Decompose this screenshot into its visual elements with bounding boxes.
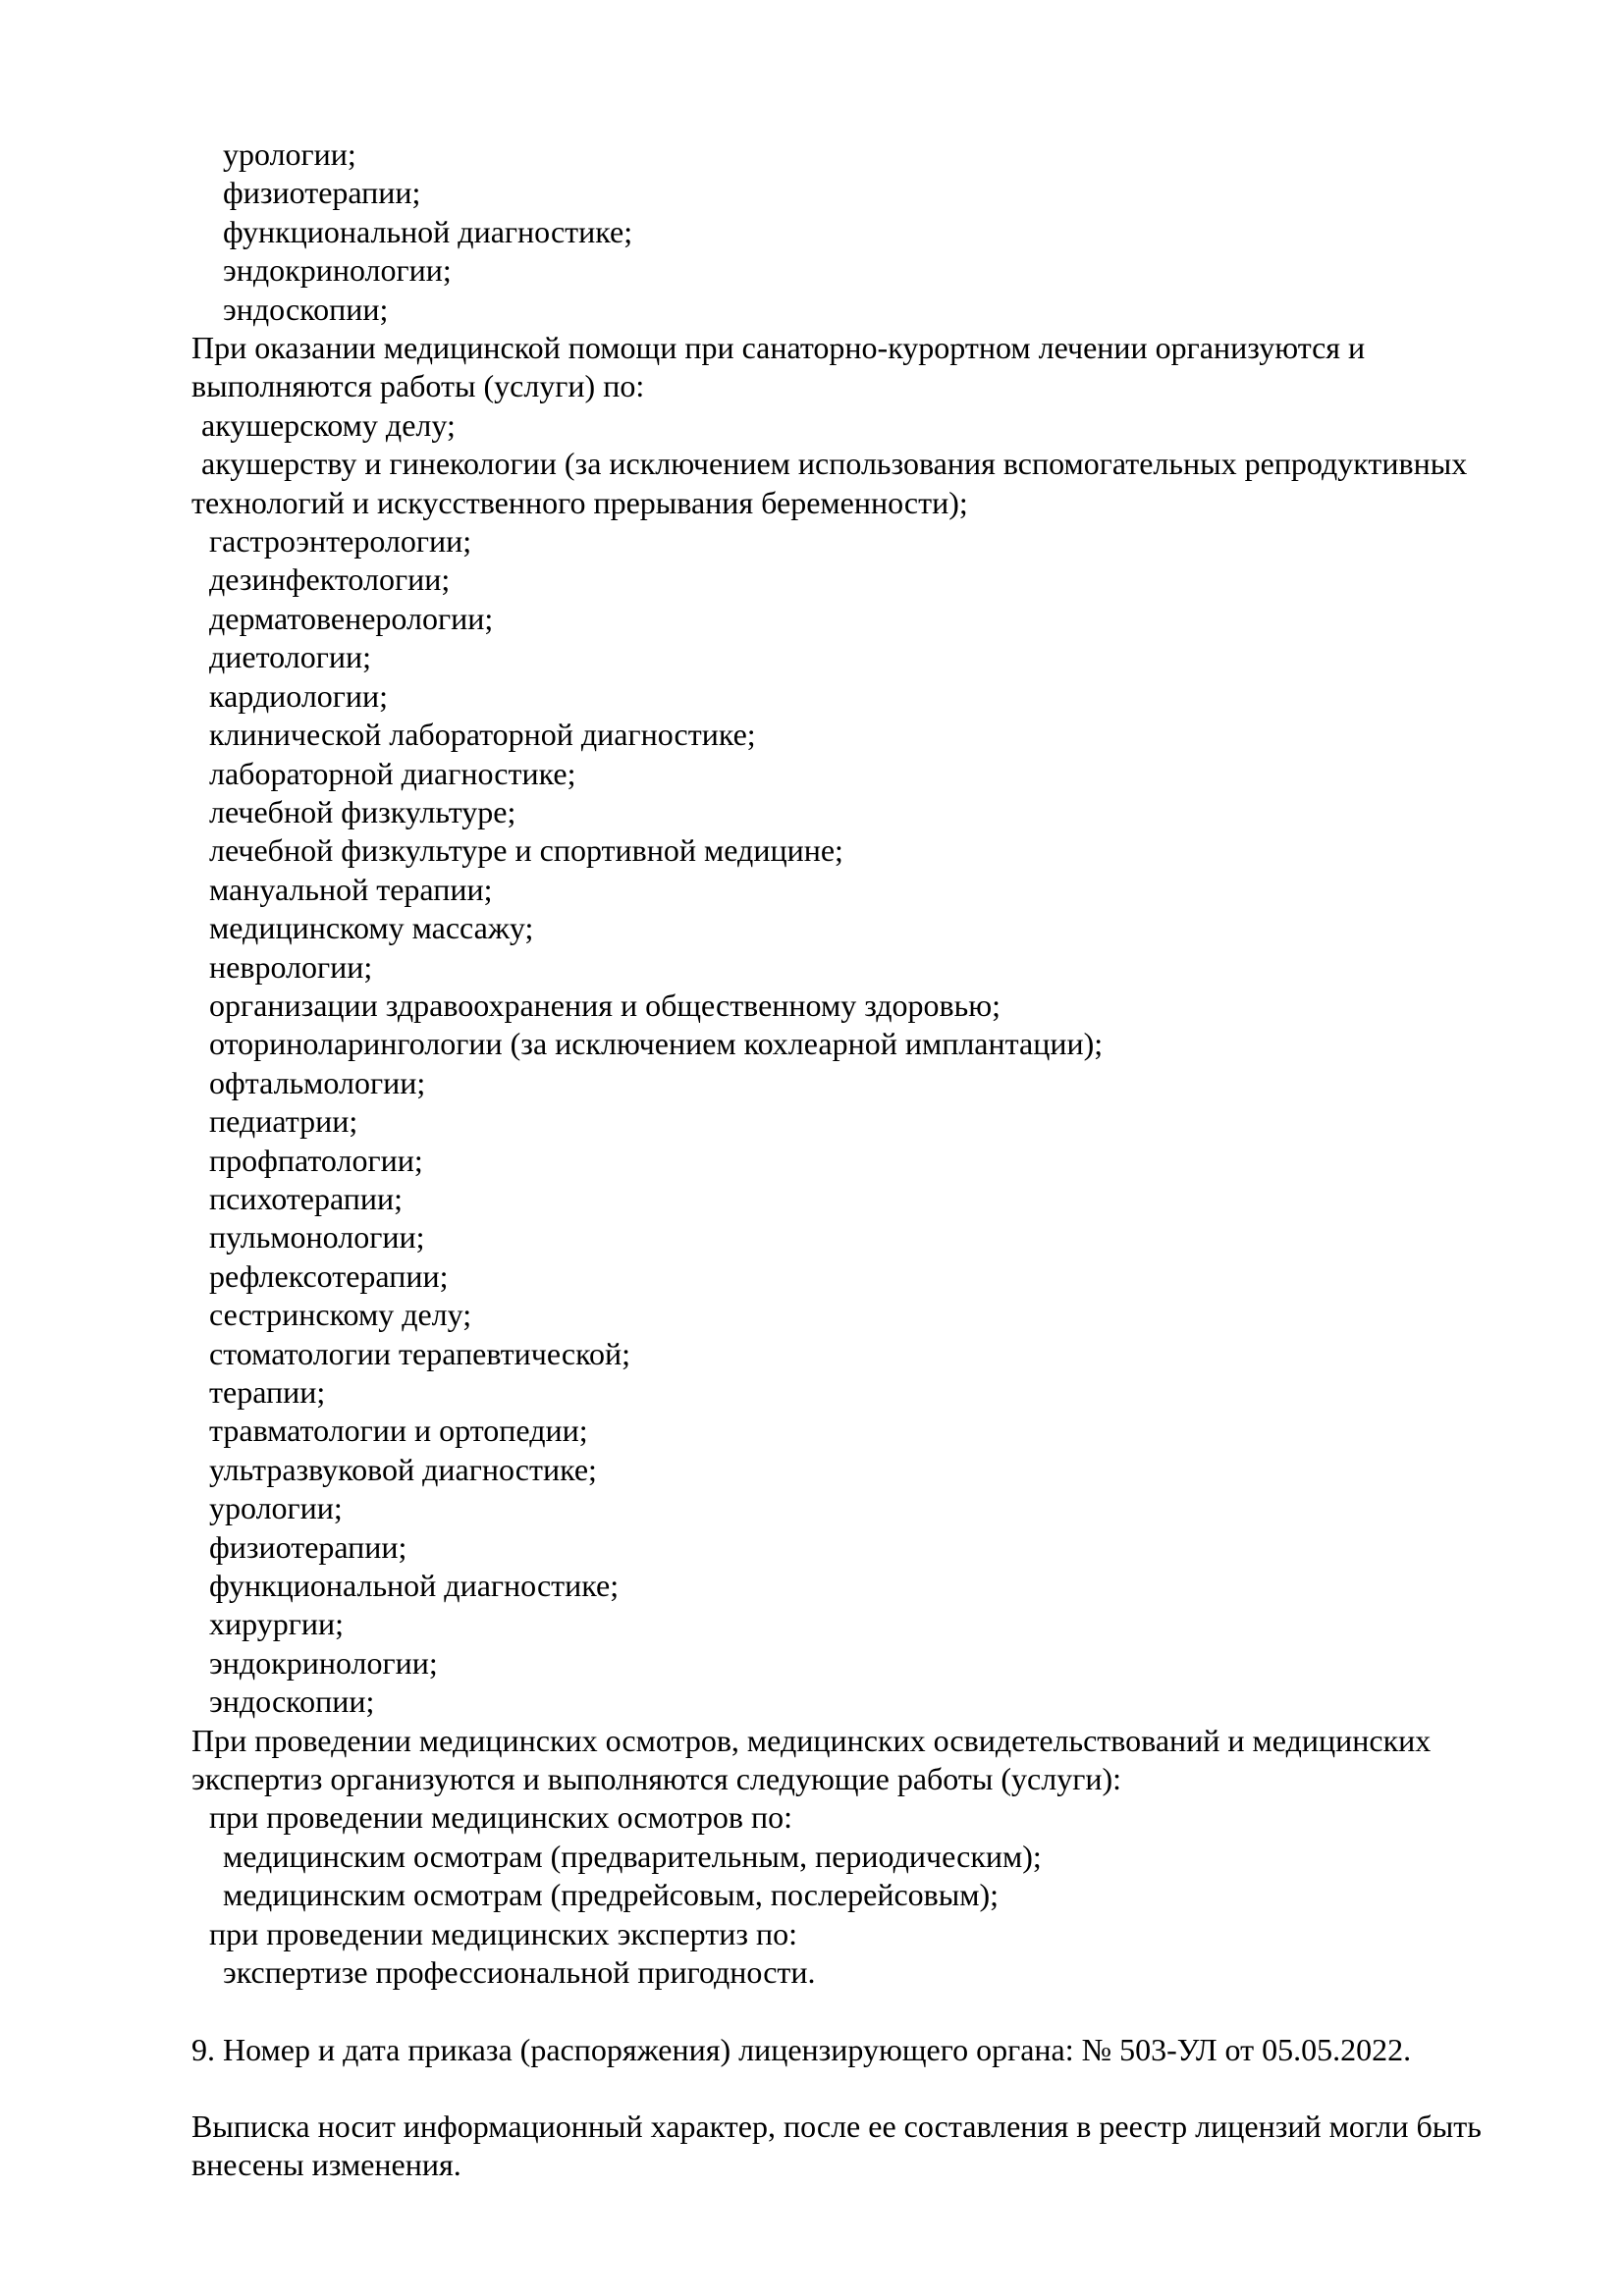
list-item: лечебной физкультуре и спортивной медицине; bbox=[209, 832, 843, 869]
list-item: пульмонологии; bbox=[209, 1219, 425, 1255]
list-a-tail bbox=[191, 135, 1537, 329]
section-exams bbox=[191, 1722, 1537, 1993]
list-item: психотерапии; bbox=[209, 1180, 404, 1216]
list-item: эндоскопии; bbox=[223, 291, 389, 327]
list-item: физиотерапии; bbox=[223, 175, 421, 211]
list-item: хирургии; bbox=[209, 1606, 344, 1642]
list-item: профпатологии; bbox=[209, 1142, 423, 1178]
list-item: экспертизе профессиональной пригодности. bbox=[223, 1954, 816, 1991]
list-item: урологии; bbox=[223, 136, 356, 172]
group-title: при проведении медицинских осмотров по: bbox=[209, 1799, 792, 1836]
order-line: 9. Номер и дата приказа (распоряжения) лицензирующего органа: № 503-УЛ от 05.05.2022. bbox=[191, 2031, 1412, 2067]
list-item: гастроэнтерологии; bbox=[209, 523, 472, 560]
list-item: диетологии; bbox=[209, 639, 371, 675]
list-item: терапии; bbox=[209, 1374, 326, 1410]
list-item: офтальмологии; bbox=[209, 1064, 426, 1100]
list-item: эндоскопии; bbox=[209, 1683, 375, 1720]
sanatorium-list bbox=[191, 522, 1537, 1722]
list-item: травматологии и ортопедии; bbox=[209, 1413, 588, 1449]
group-title: при проведении медицинских экспертиз по: bbox=[209, 1915, 797, 1951]
list-item: неврологии; bbox=[209, 948, 373, 985]
list-item: лабораторной диагностике; bbox=[209, 755, 576, 791]
list-item: сестринскому делу; bbox=[209, 1297, 472, 1333]
list-item: дезинфектологии; bbox=[209, 561, 451, 598]
document-body bbox=[191, 135, 1537, 2185]
list-item: лечебной физкультуре; bbox=[209, 793, 516, 829]
list-item: организации здравоохранения и общественному здоровью; bbox=[209, 987, 1001, 1023]
list-item: дерматовенерологии; bbox=[209, 600, 494, 636]
list-item: медицинским осмотрам (предварительным, периодическим); bbox=[223, 1838, 1042, 1874]
list-item: стоматологии терапевтической; bbox=[209, 1335, 630, 1371]
section-sanatorium bbox=[191, 329, 1537, 1722]
list-item: физиотерапии; bbox=[209, 1528, 407, 1565]
list-item: урологии; bbox=[209, 1490, 343, 1526]
list-item: функциональной диагностике; bbox=[223, 213, 633, 249]
list-item: клинической лабораторной диагностике; bbox=[209, 717, 756, 753]
list-item: рефлексотерапии; bbox=[209, 1257, 449, 1294]
list-item: педиатрии; bbox=[209, 1103, 358, 1140]
section-intro: При оказании медицинской помощи при санаторно-курортном лечении организуются и выполняются работы (услуги) по: bbox=[191, 330, 1366, 404]
disclaimer: Выписка носит информационный характер, после ее составления в реестр лицензий могли быть внесены изменения. bbox=[191, 2108, 1482, 2183]
list-item: функциональной диагностике; bbox=[209, 1568, 620, 1604]
list-item: кардиологии; bbox=[209, 677, 389, 714]
list-item: акушерству и гинекологии (за исключением использования вспомогательных репродуктивных технологий и искусственного прерывания беременности); bbox=[191, 446, 1468, 520]
list-item: ультразвуковой диагностике; bbox=[209, 1451, 597, 1487]
list-item: медицинским осмотрам (предрейсовым, послерейсовым); bbox=[223, 1877, 1000, 1913]
list-item: эндокринологии; bbox=[209, 1644, 438, 1681]
list-item: акушерскому делу; bbox=[201, 406, 456, 443]
section-intro: При проведении медицинских осмотров, медицинских освидетельствований и медицинских экспертиз организуются и выполняются следующие работы (услуги): bbox=[191, 1722, 1432, 1797]
list-item: эндокринологии; bbox=[223, 252, 452, 289]
list-item: оториноларингологии (за исключением кохлеарной имплантации); bbox=[209, 1026, 1104, 1062]
list-item: медицинскому массажу; bbox=[209, 910, 534, 946]
list-item: мануальной терапии; bbox=[209, 871, 493, 907]
